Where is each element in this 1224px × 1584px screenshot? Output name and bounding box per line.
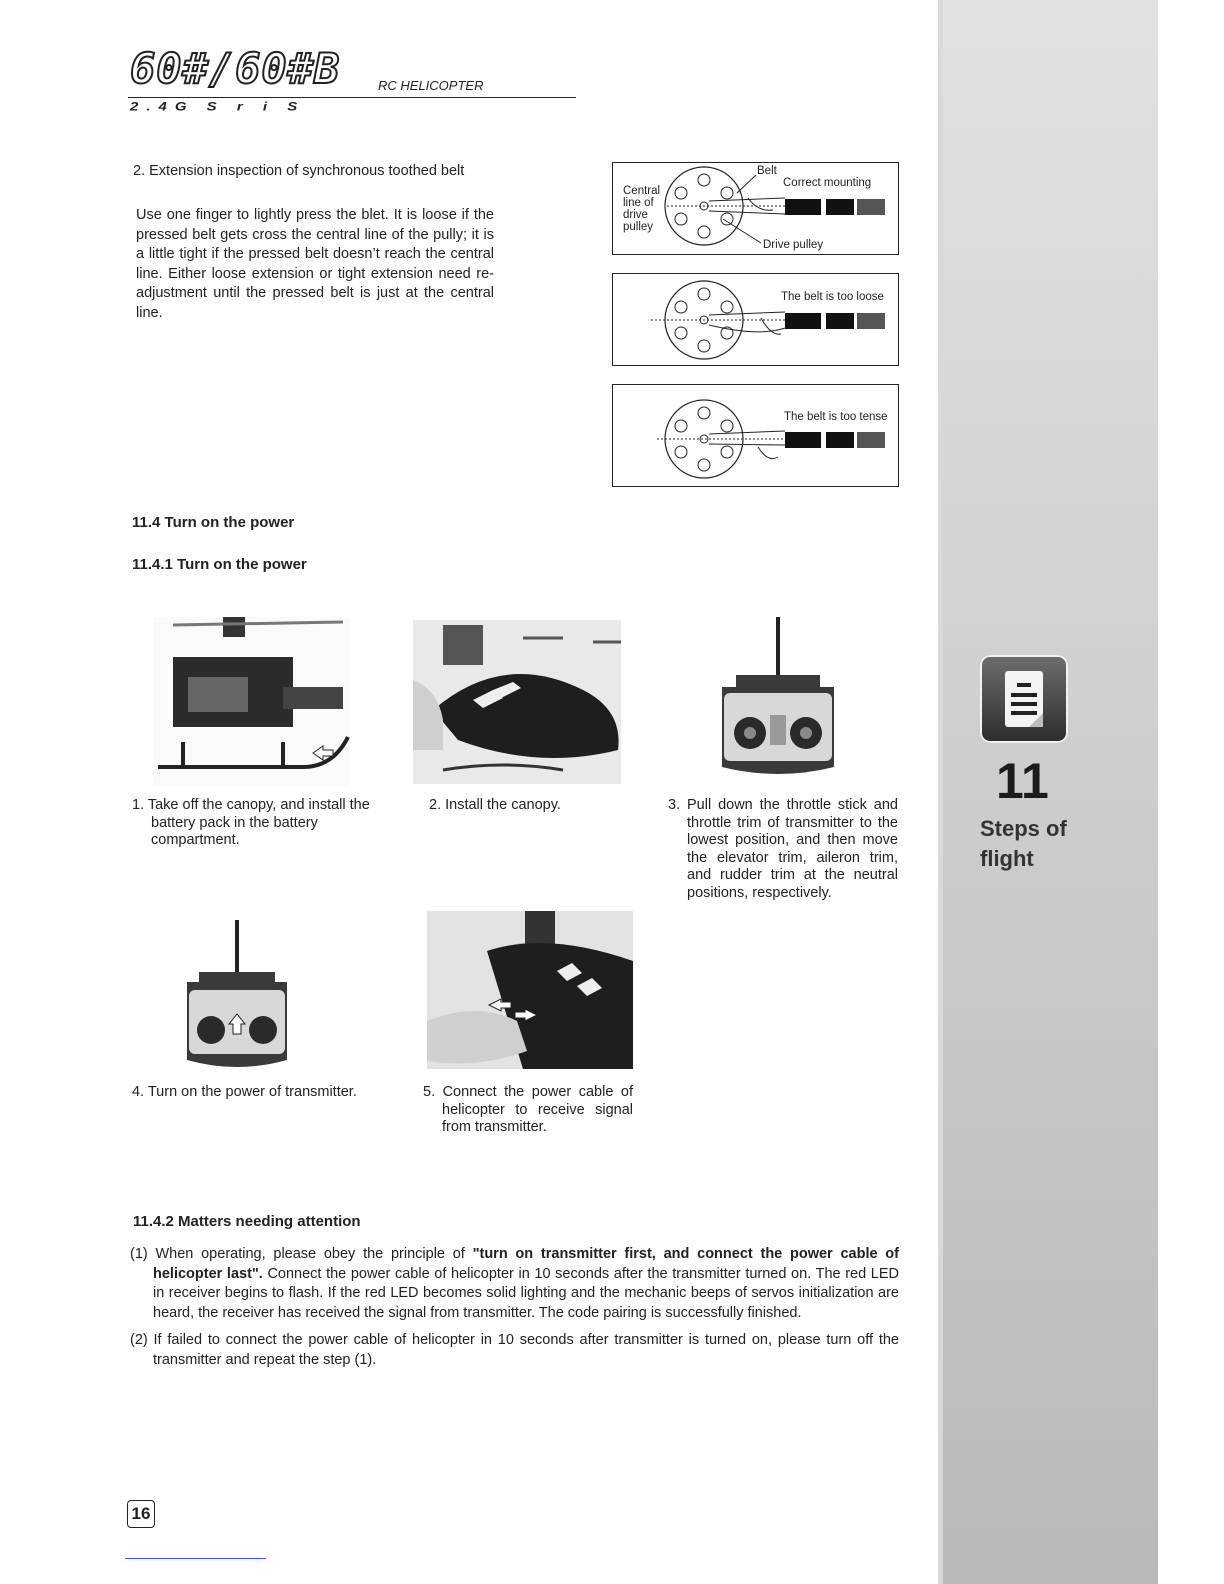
sidebar-edge: [938, 0, 943, 1584]
model-logo: 60#/60#B: [130, 44, 341, 93]
page-number: 16: [127, 1500, 155, 1528]
central-line-4: pulley: [623, 221, 654, 233]
attention-notes: [130, 1245, 899, 1378]
header-rule: [128, 97, 576, 98]
logo-subtitle: RC HELICOPTER: [378, 78, 484, 93]
belt-heading: 2. Extension inspection of synchronous toothed belt: [133, 163, 465, 179]
belt-figure-tense: [612, 384, 899, 487]
label-too-tense: The belt is too tense: [784, 411, 888, 423]
section-heading-11-4: 11.4 Turn on the power: [132, 514, 295, 531]
chapter-title: [980, 814, 1067, 874]
footer-rule: [125, 1558, 266, 1559]
label-correct-mounting: Correct mounting: [783, 177, 872, 189]
belt-figure-correct: [612, 162, 899, 255]
step-4-text: 4. Turn on the power of transmitter.: [132, 1084, 357, 1100]
step-caption-2: [429, 797, 629, 815]
step-caption-4: [132, 1084, 382, 1102]
label-central-line: [623, 185, 660, 233]
label-belt: Belt: [757, 165, 777, 177]
series-logo: 2.4G S r i S: [130, 100, 306, 114]
label-drive-pulley: Drive pulley: [763, 239, 824, 251]
photo-transmitter-power: [183, 918, 291, 1076]
note-1-principle: "turn on transmitter first, and connect the power cable of helicopter last".: [153, 1246, 899, 1282]
document-icon: [980, 655, 1068, 743]
step-5-text: 5. Connect the power cable of helicopter to receive signal from transmitter.: [423, 1084, 633, 1135]
central-line-1: Central: [623, 185, 661, 197]
step-2-text: 2. Install the canopy.: [429, 797, 561, 813]
step-1-text: 1. Take off the canopy, and install the battery pack in the battery compartment.: [132, 797, 370, 848]
note-1: [130, 1245, 899, 1323]
photo-transmitter-throttle: [718, 615, 838, 783]
chapter-number: 11: [996, 753, 1049, 809]
central-line-3: drive: [623, 209, 648, 221]
photo-helicopter-no-canopy: [153, 617, 350, 787]
note-1-prefix: (1) When operating, please obey the principle of: [130, 1246, 473, 1262]
step-3-text: 3. Pull down the throttle stick and throttle trim of transmitter to the lowest position, and then move the elevator trim, aileron trim, and rudder trim at the neutral positions, respectively.: [668, 797, 898, 901]
section-heading-11-4-2: 11.4.2 Matters needing attention: [133, 1213, 361, 1230]
note-1-body: Connect the power cable of helicopter in 10 seconds after the transmitter turned on. The red LED in receiver begins to flash. If the red LED becomes solid lighting and the mechanic beeps of servos initialization are heard, the receiver has received the signal from transmitter. The code pairing is successfully finished.: [153, 1265, 899, 1321]
label-too-loose: The belt is too loose: [781, 291, 884, 303]
chapter-title-line-2: flight: [980, 846, 1034, 871]
step-caption-5: [423, 1084, 633, 1137]
note-2: (2) If failed to connect the power cable of helicopter in 10 seconds after transmitter is turned on, please turn off the transmitter and repeat the step (1).: [130, 1332, 899, 1368]
photo-install-canopy: [413, 620, 621, 784]
belt-body: Use one finger to lightly press the blet. It is loose if the pressed belt gets cross the central line of the pully; it is a little tight if the pressed belt doesn’t reach the central line. Either loose extension or tight extension need re-adjustment until the pressed belt is just at the central line.: [136, 207, 494, 321]
section-heading-11-4-1: 11.4.1 Turn on the power: [132, 556, 307, 573]
step-caption-3: [668, 797, 898, 902]
belt-figure-loose: [612, 273, 899, 366]
step-caption-1: [132, 797, 372, 850]
photo-connect-power-cable: [427, 911, 633, 1069]
chapter-title-line-1: Steps of: [980, 816, 1067, 841]
central-line-2: line of: [623, 197, 654, 209]
